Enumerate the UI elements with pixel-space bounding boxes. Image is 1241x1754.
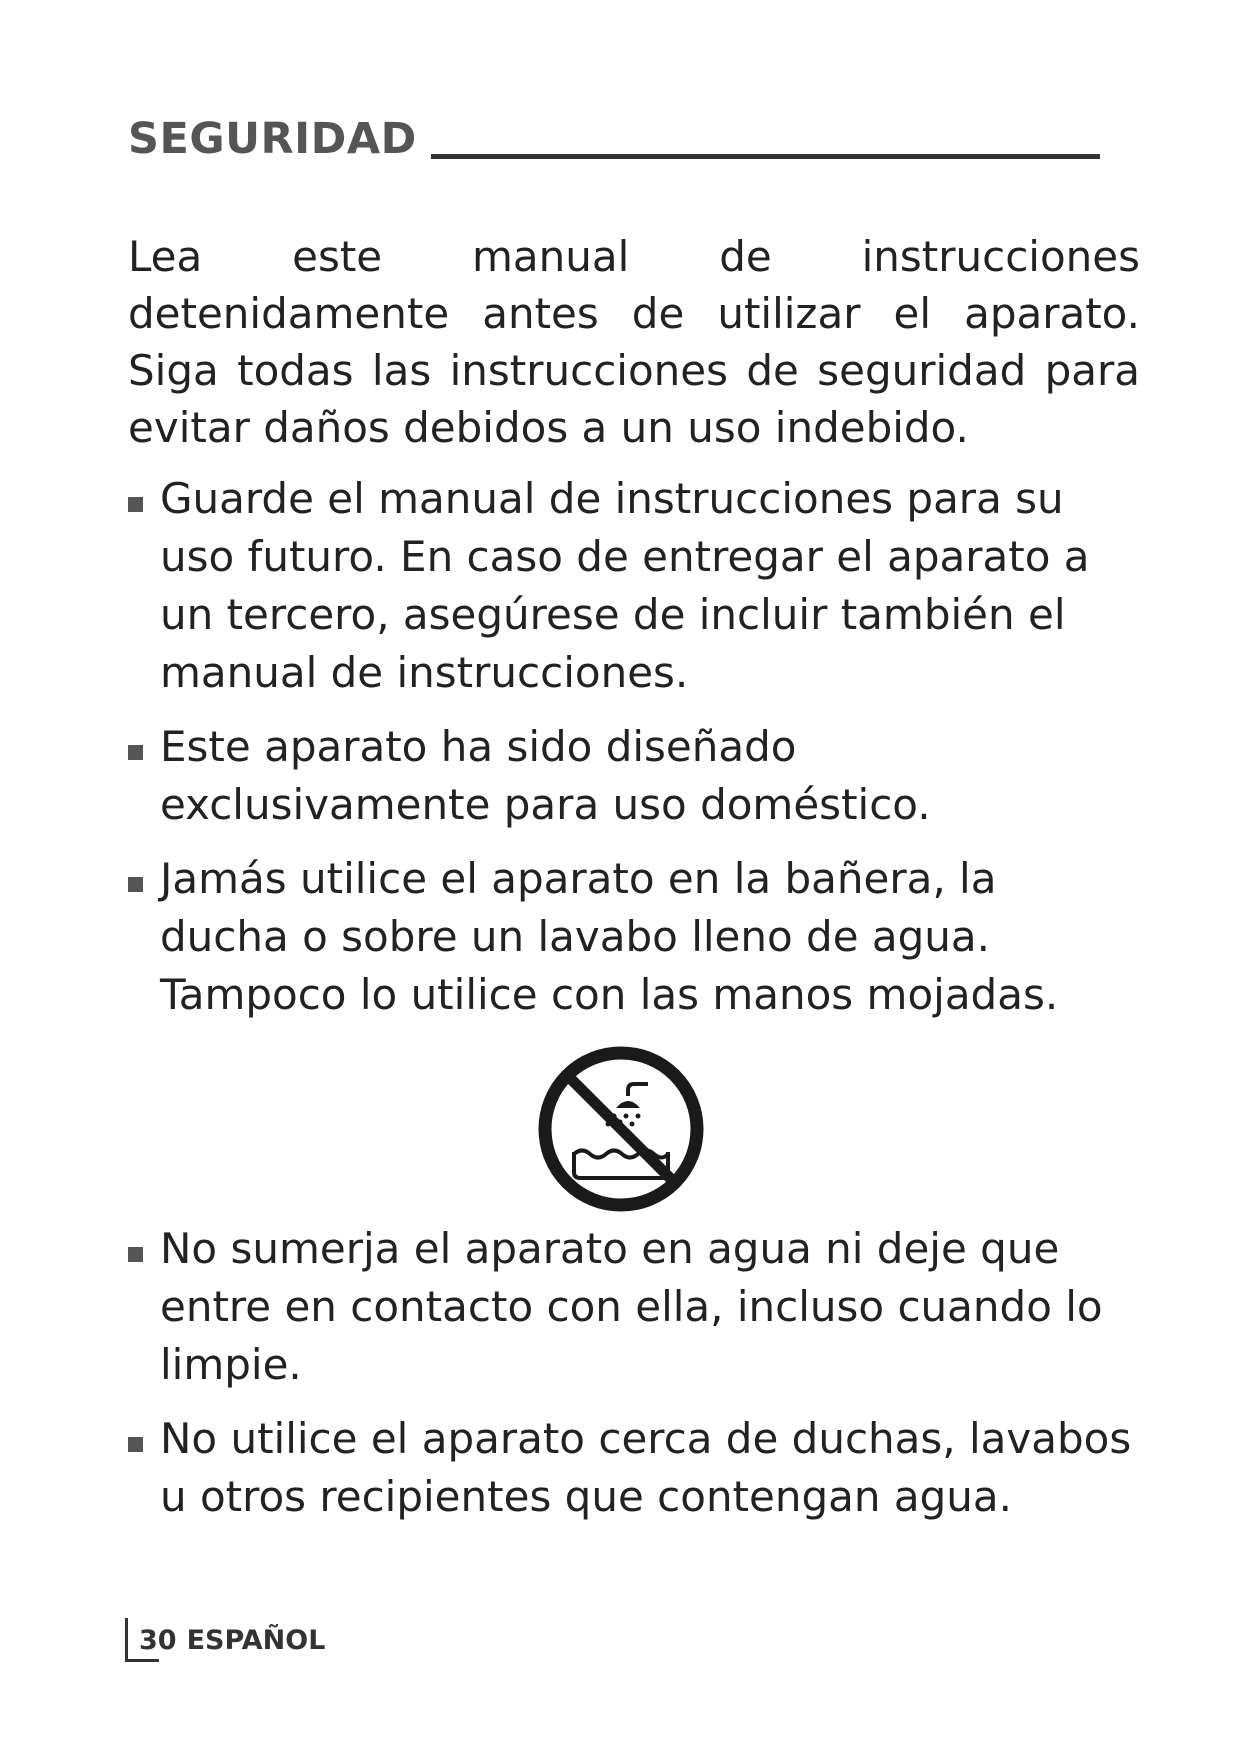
heading-rule [431,154,1100,159]
square-bullet-icon [128,1247,143,1262]
no-water-use-icon [536,1044,706,1214]
section-heading [128,114,1100,164]
list-item-text: No utilice el aparato cerca de duchas, lavabos u otros recipientes que contengan agua. [160,1414,1132,1521]
list-item [128,850,1138,1024]
list-item-text: Jamás utilice el aparato en la bañera, la ducha o sobre un lavabo lleno de agua. Tampoco lo utilice con las manos mojadas. [160,854,1059,1019]
square-bullet-icon [128,497,143,512]
footer-language: ESPAÑOL [186,1624,326,1656]
safety-list-after [128,1220,1138,1542]
intro-paragraph: Lea este manual de instrucciones detenidamente antes de utilizar el aparato. Siga todas las instrucciones de seguridad para evitar daños debidos a un uso indebido. [128,232,1140,452]
list-item [128,1220,1138,1394]
list-item-text: No sumerja el aparato en agua ni deje que entre en contacto con ella, incluso cuando lo limpie. [160,1224,1103,1389]
page-number: 30 [139,1624,177,1656]
list-item-text: Este aparato ha sido diseñado exclusivamente para uso doméstico. [160,722,931,829]
list-item [128,1410,1138,1526]
square-bullet-icon [128,745,143,760]
list-item [128,718,1138,834]
square-bullet-icon [128,877,143,892]
list-item [128,470,1138,702]
list-item-text: Guarde el manual de instrucciones para su uso futuro. En caso de entregar el aparato a un tercero, asegúrese de incluir también el manual de instrucciones. [160,474,1090,697]
page-footer [125,1617,325,1663]
section-title: SEGURIDAD [128,114,417,164]
square-bullet-icon [128,1437,143,1452]
safety-list-before [128,470,1138,1040]
